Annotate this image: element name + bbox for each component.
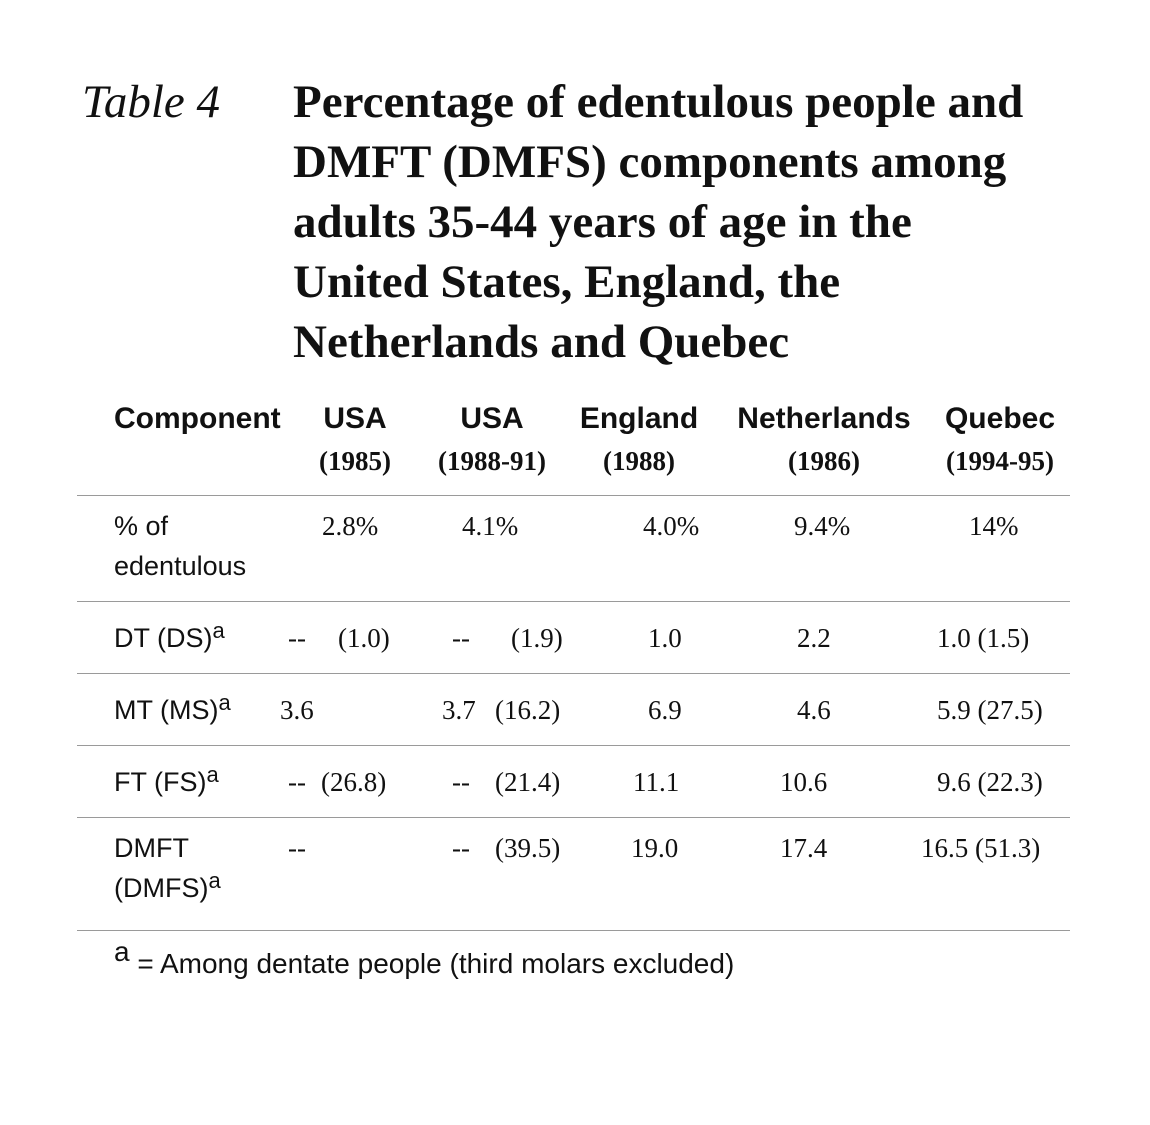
row-label-line: DT (DS) xyxy=(114,623,213,653)
title-line: Percentage of edentulous people and xyxy=(293,76,1024,128)
column-header-component: Component xyxy=(114,402,281,435)
table-label: Table 4 xyxy=(82,76,220,128)
row-divider xyxy=(77,601,1070,602)
row-label-line: FT (FS) xyxy=(114,767,207,797)
row-label-line: % of xyxy=(114,511,169,541)
cell-usa-1988-paren: (1.9) xyxy=(511,623,563,653)
row-label xyxy=(114,690,231,730)
cell-usa-1988-main: 3.7 xyxy=(442,695,476,725)
column-header-netherlands xyxy=(728,398,920,482)
row-divider xyxy=(77,817,1070,818)
cell-usa-1988-main: -- xyxy=(452,623,470,653)
column-header-name: Quebec xyxy=(944,402,1056,435)
cell-netherlands: 17.4 xyxy=(780,833,828,863)
cell-netherlands: 9.4% xyxy=(794,511,851,541)
column-header-name: Netherlands xyxy=(737,402,911,435)
row-label-line: MT (MS) xyxy=(114,695,219,725)
column-header-usa-1988 xyxy=(422,398,562,482)
cell-usa-1985-main: 3.6 xyxy=(280,695,314,725)
column-header-year: (1988-91) xyxy=(438,446,546,476)
cell-usa-1988-paren: (21.4) xyxy=(495,767,561,797)
title-line: Netherlands and Quebec xyxy=(293,316,790,368)
cell-england: 4.0% xyxy=(643,511,700,541)
row-divider xyxy=(77,930,1070,931)
footnote-marker: a xyxy=(218,690,231,715)
row-label xyxy=(114,618,225,658)
row-divider xyxy=(77,495,1070,496)
cell-usa-1985-main: -- xyxy=(288,833,306,863)
cell-quebec: 16.5 (51.3) xyxy=(921,833,1041,863)
cell-usa-1985-main: -- xyxy=(288,767,306,797)
row-label xyxy=(114,506,246,586)
footnote xyxy=(114,936,735,984)
footnote-marker: a xyxy=(114,936,130,967)
column-header-england xyxy=(575,398,703,482)
cell-quebec: 5.9 (27.5) xyxy=(937,695,1043,725)
table-title xyxy=(293,72,1093,372)
cell-usa-1985: 2.8% xyxy=(322,511,379,541)
row-label-line: (DMFS) xyxy=(114,873,209,903)
cell-usa-1988-main: -- xyxy=(452,767,470,797)
column-header-name: USA xyxy=(460,402,524,435)
cell-usa-1985-paren: (26.8) xyxy=(321,767,387,797)
title-line: adults 35-44 years of age in the xyxy=(293,196,912,248)
row-divider xyxy=(77,673,1070,674)
cell-england: 1.0 xyxy=(648,623,682,653)
column-header-year: (1994-95) xyxy=(946,446,1054,476)
column-header-name: USA xyxy=(323,402,387,435)
footnote-text: = Among dentate people (third molars excluded) xyxy=(129,948,735,979)
cell-usa-1988-paren: (39.5) xyxy=(495,833,561,863)
cell-netherlands: 10.6 xyxy=(780,767,828,797)
cell-usa-1988: 4.1% xyxy=(462,511,519,541)
row-label-line: edentulous xyxy=(114,551,247,581)
footnote-marker: a xyxy=(212,618,225,643)
column-header-year: (1986) xyxy=(788,446,860,476)
row-label xyxy=(114,828,221,908)
cell-quebec: 14% xyxy=(969,511,1019,541)
column-header-usa-1985 xyxy=(300,398,410,482)
column-header-quebec xyxy=(930,398,1070,482)
cell-england: 19.0 xyxy=(631,833,679,863)
row-label-line: DMFT xyxy=(114,833,189,863)
column-header-year: (1985) xyxy=(319,446,391,476)
title-line: United States, England, the xyxy=(293,256,841,308)
row-label xyxy=(114,762,219,802)
column-header-name: England xyxy=(579,402,699,435)
cell-usa-1988-main: -- xyxy=(452,833,470,863)
footnote-marker: a xyxy=(206,762,219,787)
cell-usa-1988-paren: (16.2) xyxy=(495,695,561,725)
cell-quebec: 1.0 (1.5) xyxy=(937,623,1030,653)
footnote-marker: a xyxy=(208,868,221,893)
cell-netherlands: 2.2 xyxy=(797,623,831,653)
cell-england: 11.1 xyxy=(633,767,680,797)
title-line: DMFT (DMFS) components among xyxy=(293,136,1007,188)
cell-quebec: 9.6 (22.3) xyxy=(937,767,1043,797)
column-header-year: (1988) xyxy=(603,446,675,476)
cell-netherlands: 4.6 xyxy=(797,695,831,725)
cell-usa-1985-paren: (1.0) xyxy=(338,623,390,653)
cell-england: 6.9 xyxy=(648,695,682,725)
row-divider xyxy=(77,745,1070,746)
cell-usa-1985-main: -- xyxy=(288,623,306,653)
